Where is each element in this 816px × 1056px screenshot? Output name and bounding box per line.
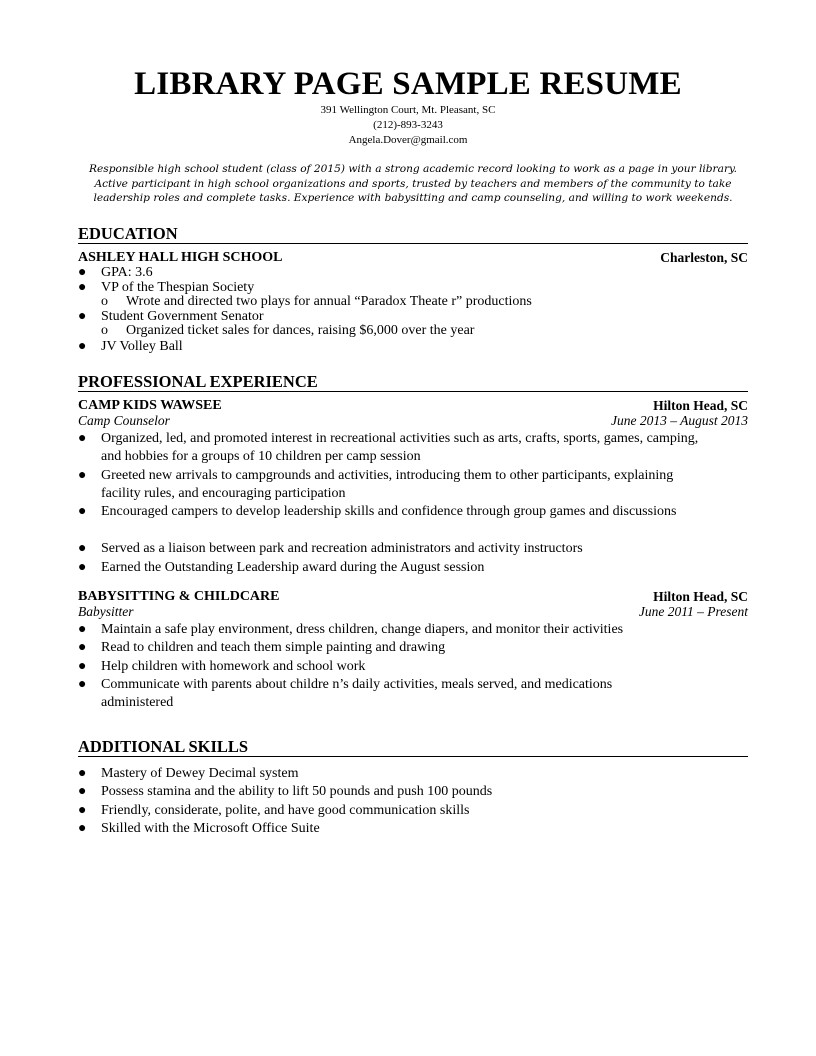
contact-address: 391 Wellington Court, Mt. Pleasant, SC — [320, 104, 496, 116]
job-dates: June 2013 – August 2013 — [611, 413, 748, 428]
job-location: Hilton Head, SC — [653, 589, 748, 604]
contact-phone: (212)-893-3243 — [373, 119, 443, 131]
bullet-icon: ● — [78, 265, 87, 280]
summary-paragraph: Responsible high school student (class of 2015) with a strong academic record looking to work as a page in your library. Active participant in high school organizations and sports, trusted by teachers and members of the community to take leadership roles and complete tasks. Experience with babysitting and camp counseling, and willing to work weekends. — [89, 163, 737, 204]
experience-heading: PROFESSIONAL EXPERIENCE — [78, 372, 748, 392]
job-dates: June 2011 – Present — [638, 604, 748, 619]
skills-heading: ADDITIONAL SKILLS — [78, 737, 748, 757]
bullet-icon: ● — [78, 468, 87, 483]
bullet-icon: ● — [78, 560, 87, 575]
education-school-row — [78, 250, 748, 266]
sub-bullet-icon: o — [101, 323, 108, 338]
bullet-icon: ● — [78, 677, 87, 692]
bullet-icon: ● — [78, 541, 87, 556]
education-heading: EDUCATION — [78, 224, 748, 244]
job-header-row — [78, 398, 748, 414]
bullet-icon: ● — [78, 431, 87, 446]
bullet-icon: ● — [78, 280, 87, 295]
contact-email: Angela.Dover@gmail.com — [348, 134, 468, 146]
bullet-icon: ● — [78, 659, 87, 674]
resume-page: LIBRARY PAGE SAMPLE RESUME 391 Wellington Court, Mt. Pleasant, SC (212)-893-3243 Angela.Dover@gmail.com Responsible high school student (class of 2015) with a strong academic record looking to work as a page in your library. Active participant in high school organizations and sports, trusted by teachers and members of the community to take leadership roles and complete tasks. Experience with babysitting and camp counseling, and willing to work weekends. EDUCATION ASHLEY HALL HIGH SCHOOL Charleston, SC ● GPA: 3.6 ● VP of the Thespian Society o Wrote and directed two plays for annual “Paradox Theate r” productions ● Student Government Senator o Organized ticket sales for dances, raising $6,000 over the year ● JV Volley Ball PROFESSIONAL EXPERIENCE CAMP KIDS WAWSEE Hilton Head, SC Camp Counselor June 2013 – August 2013 ● Organized, led, and promoted interest in recreational activities such as arts, crafts, sports, games, camping, and hobbies for a groups of 10 children per camp session ● Greeted new arrivals to campgrounds and activities, introducing them to other participants, explaining facility rules, and encouraging participation ● Encouraged campers to develop leadership skills and confidence through group games and discussions ● Served as a liaison between park and recreation administrators and activity instructors ● Earned the Outstanding Leadership award during the August session BABYSITTING & CHILDCARE Hilton Head, SC Babysitter June 2011 – Present ● Maintain a safe play environment, dress children, change diapers, and monitor their activities ● Read to children and teach them simple painting and drawing ● Help children with homework and school work ● Communicate with parents about childre n’s daily activities, meals served, and medications administered ADDITIONAL SKILLS ● Mastery of Dewey Decimal system ● Possess stamina and the ability to lift 50 pounds and push 100 pounds ● Friendly, considerate, polite, and have good communication skills ● Skilled with the Microsoft Office Suite — [0, 0, 816, 1056]
job-organization: BABYSITTING & CHILDCARE — [78, 589, 280, 604]
bullet-icon: ● — [78, 821, 87, 836]
job-role-row — [78, 413, 748, 429]
bullet-icon: ● — [78, 622, 87, 637]
bullet-icon: ● — [78, 309, 87, 324]
school-location: Charleston, SC — [660, 250, 748, 265]
bullet-icon: ● — [78, 504, 87, 519]
bullet-icon: ● — [78, 766, 87, 781]
job-role: Babysitter — [78, 604, 134, 619]
sub-bullet-icon: o — [101, 294, 108, 309]
bullet-icon: ● — [78, 784, 87, 799]
job-role-row — [78, 604, 748, 620]
job-header-row — [78, 589, 748, 605]
job-location: Hilton Head, SC — [653, 398, 748, 413]
school-name: ASHLEY HALL HIGH SCHOOL — [78, 250, 283, 265]
bullet-icon: ● — [78, 640, 87, 655]
bullet-icon: ● — [78, 339, 87, 354]
page-title: LIBRARY PAGE SAMPLE RESUME — [134, 66, 682, 102]
job-role: Camp Counselor — [78, 413, 170, 428]
job-organization: CAMP KIDS WAWSEE — [78, 398, 222, 413]
bullet-icon: ● — [78, 803, 87, 818]
